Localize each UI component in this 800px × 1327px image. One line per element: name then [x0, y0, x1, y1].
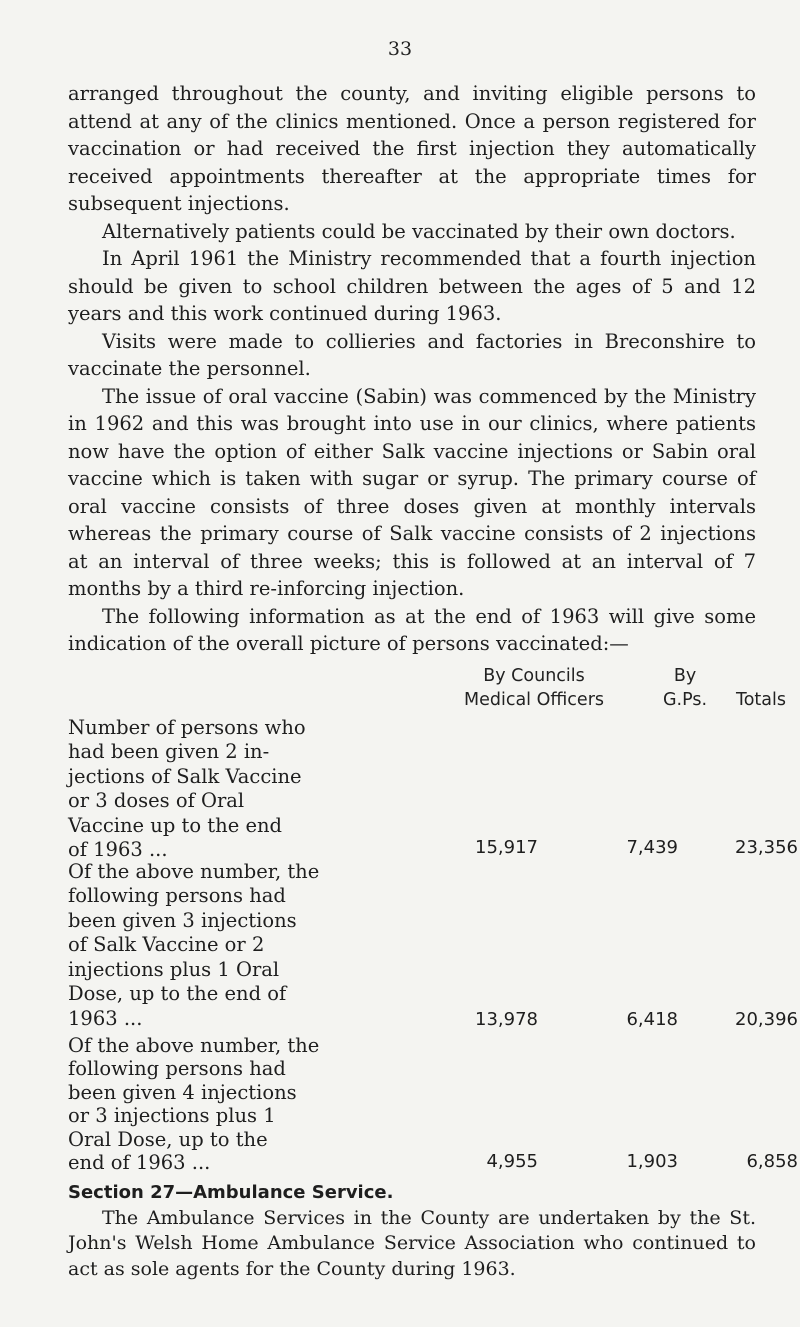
page-number: 33: [387, 38, 413, 60]
paragraph-clinic-arrangements: arranged throughout the county, and inviting eligible persons to attend at any of the clinics mentioned. Once a person registered for vaccination or had received the first injection they automatically received appointments thereafter at the appropriate times for subsequent injections.: [68, 82, 756, 215]
column-header-councils: By Councils Medical Officers: [464, 665, 604, 710]
paragraph-table-intro: The following information as at the end of 1963 will give some indication of the overall picture of persons vaccinated:—: [68, 604, 756, 655]
table-cell-councils: 4,955: [486, 1150, 538, 1172]
table-cell-gps: 1,903: [626, 1150, 678, 1172]
table-cell-councils: 13,978: [475, 1008, 538, 1030]
column-header-totals: Totals: [736, 689, 786, 710]
paragraph-collieries: Visits were made to collieries and factories in Breconshire to vaccinate the personnel.: [68, 329, 756, 380]
table-row-label: Of the above number, the following persons had been given 3 injections of Salk Vaccine or 2 injections plus 1 Oral Dose, up to the end of 1963 ...: [68, 859, 320, 1030]
table-row-label: Number of persons who had been given 2 in- jections of Salk Vaccine or 3 doses of Oral Vaccine up to the end of 1963 ...: [68, 715, 306, 861]
table-cell-councils: 15,917: [475, 836, 538, 858]
column-header-gps: By G.Ps.: [662, 665, 708, 710]
table-cell-gps: 7,439: [626, 836, 678, 858]
paragraph-ambulance-service: The Ambulance Services in the County are undertaken by the St. John's Welsh Home Ambulance Service Association who continued to act as sole agents for the County during 1963.: [68, 1206, 756, 1280]
table-cell-gps: 6,418: [626, 1008, 678, 1030]
paragraph-own-doctors: Alternatively patients could be vaccinated by their own doctors.: [102, 219, 736, 243]
table-cell-totals: 20,396: [735, 1008, 798, 1030]
table-cell-totals: 23,356: [735, 836, 798, 858]
table-cell-totals: 6,858: [746, 1150, 798, 1172]
vaccination-table: [68, 664, 798, 1174]
paragraph-oral-vaccine: The issue of oral vaccine (Sabin) was commenced by the Ministry in 1962 and this was brought into use in our clinics, where patients now have the option of either Salk vaccine injections or Sabin oral vaccine which is taken with sugar or syrup. The primary course of oral vaccine consists of three doses given at monthly intervals whereas the primary course of Salk vaccine consists of 2 injections at an interval of three weeks; this is followed at an interval of 7 months by a third re-inforcing injection.: [68, 384, 756, 600]
paragraph-fourth-injection: In April 1961 the Ministry recommended that a fourth injection should be given to school children between the ages of 5 and 12 years and this work continued during 1963.: [68, 247, 756, 325]
section-heading: Section 27—Ambulance Service.: [68, 1181, 394, 1203]
table-row-label: Of the above number, the following persons had been given 4 injections or 3 injections plus 1 Oral Dose, up to the end of 1963 ...: [68, 1033, 320, 1174]
